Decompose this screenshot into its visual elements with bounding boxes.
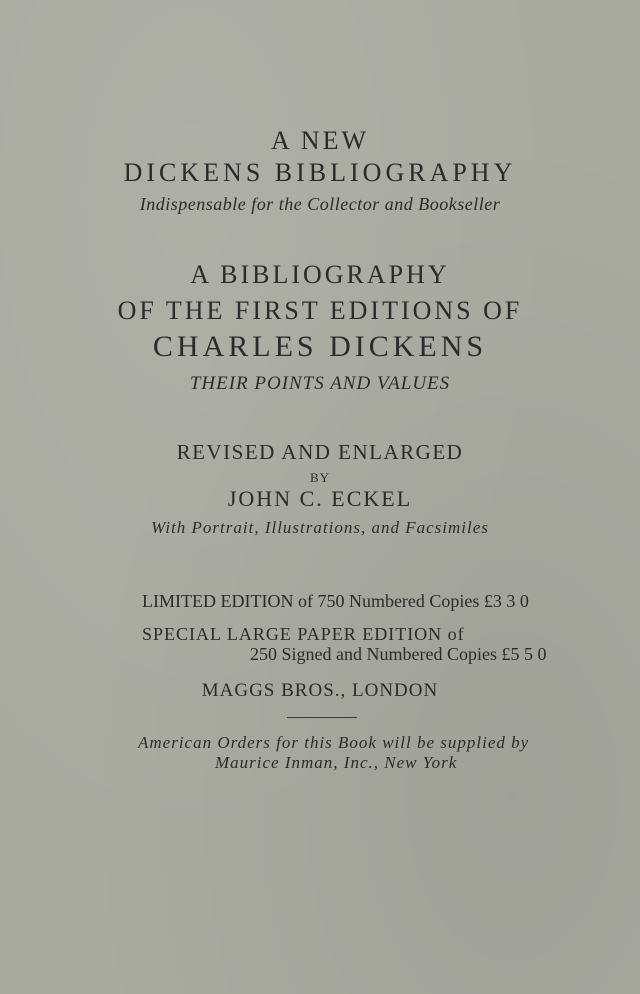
with-line: With Portrait, Illustrations, and Facsimiles — [151, 518, 489, 537]
title-line-3: CHARLES DICKENS — [152, 330, 488, 363]
by-line: BY — [309, 470, 331, 485]
american-orders-line-1: American Orders for this Book will be supplied by — [138, 733, 530, 752]
revised-line: REVISED AND ENLARGED — [176, 440, 464, 464]
header-line-2: DICKENS BIBLIOGRAPHY — [123, 158, 517, 187]
signed-edition-line: 250 Signed and Numbered Copies £5 5 0 — [250, 644, 547, 664]
author-name: JOHN C. ECKEL — [227, 486, 413, 511]
title-subtitle: THEIR POINTS AND VALUES — [189, 373, 451, 394]
title-line-1: A BIBLIOGRAPHY — [190, 260, 450, 289]
american-orders-line-2: Maurice Inman, Inc., New York — [215, 753, 458, 772]
divider-rule — [287, 717, 357, 718]
header-line-1: A NEW — [270, 126, 370, 155]
limited-edition-line: LIMITED EDITION of 750 Numbered Copies £3 3 0 — [142, 591, 529, 611]
publisher-line: MAGGS BROS., LONDON — [201, 680, 439, 701]
title-line-2: OF THE FIRST EDITIONS OF — [117, 296, 523, 325]
header-tagline: Indispensable for the Collector and Bookseller — [139, 194, 501, 214]
special-edition-line: SPECIAL LARGE PAPER EDITION of — [142, 624, 465, 644]
